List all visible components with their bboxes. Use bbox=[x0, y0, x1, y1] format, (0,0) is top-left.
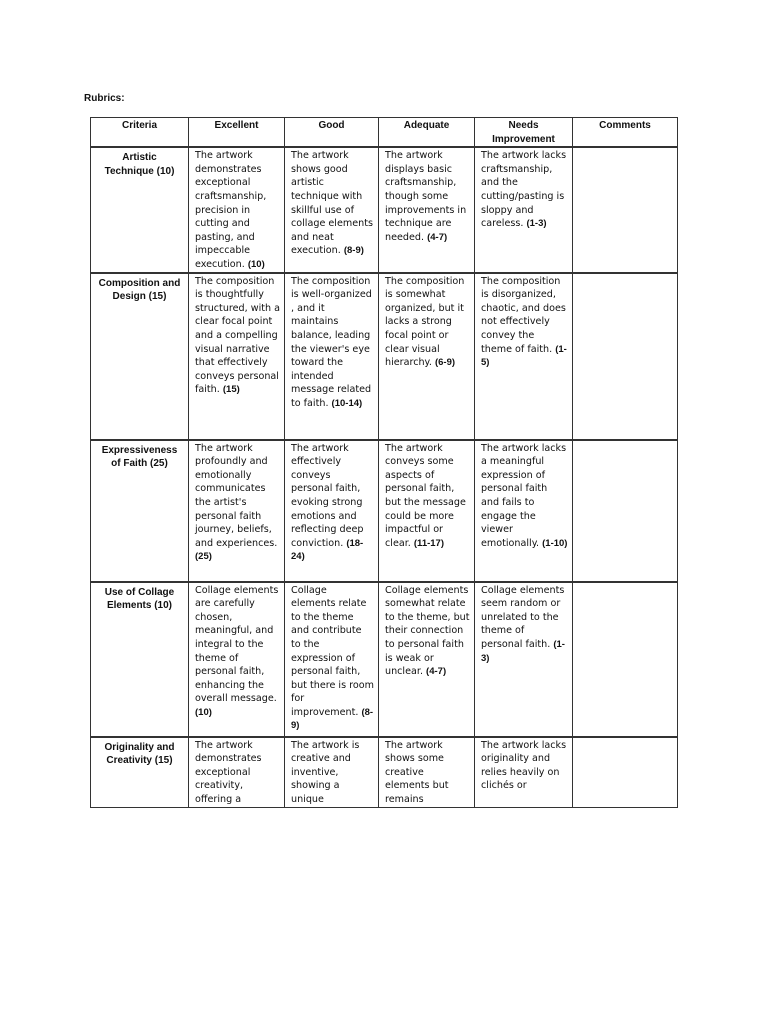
excellent-cell bbox=[189, 147, 285, 272]
header-comments: Comments bbox=[573, 118, 678, 148]
description-text: The artwork is creative and inventive, showing a unique bbox=[291, 739, 360, 805]
score-range: (1-10) bbox=[542, 537, 568, 549]
comments-cell[interactable] bbox=[573, 440, 678, 582]
description-text: Collage elements somewhat relate to the theme, but their connection to personal faith is weak or unclear. bbox=[385, 584, 470, 678]
adequate-cell bbox=[379, 147, 475, 272]
good-cell bbox=[285, 273, 379, 440]
comments-cell[interactable] bbox=[573, 737, 678, 807]
header-good: Good bbox=[285, 118, 379, 148]
score-range: (1-5) bbox=[481, 343, 567, 369]
needs-improvement-cell bbox=[475, 147, 573, 272]
adequate-cell bbox=[379, 273, 475, 440]
criteria-cell: Artistic Technique (10) bbox=[91, 147, 189, 272]
score-range: (8-9) bbox=[291, 706, 374, 732]
score-range: (11-17) bbox=[413, 537, 444, 549]
rubric-table bbox=[90, 117, 678, 808]
description-text: Collage elements seem random or unrelated to the theme of personal faith. bbox=[481, 584, 565, 650]
description-text: The artwork lacks originality and relies heavily on clichés or bbox=[481, 739, 567, 792]
excellent-cell bbox=[189, 737, 285, 807]
header-needs-improvement: Needs Improvement bbox=[475, 118, 573, 148]
needs-improvement-cell bbox=[475, 582, 573, 737]
description-text: The artwork lacks a meaningful expression of personal faith and fails to engage the viewer emotionally. bbox=[481, 442, 567, 549]
description-text: The composition is thoughtfully structured, with a clear focal point and a compelling visual narrative that effectively conveys personal faith. bbox=[195, 275, 281, 396]
description-text: The artwork shows some creative elements but remains bbox=[385, 739, 449, 805]
description-text: The composition is well-organized , and it maintains balance, leading the viewer's eye toward the intended message related to faith. bbox=[291, 275, 372, 409]
description-text: The artwork profoundly and emotionally communicates the artist's personal faith journey, beliefs, and experiences. bbox=[195, 442, 278, 549]
description-text: Collage elements relate to the theme and contribute to the expression of personal faith, but there is room for improvement. bbox=[291, 584, 374, 718]
description-text: The artwork conveys some aspects of personal faith, but the message could be more impactful or clear. bbox=[385, 442, 466, 549]
page-heading: Rubrics: bbox=[84, 93, 125, 104]
adequate-cell bbox=[379, 440, 475, 582]
score-range: (1-3) bbox=[481, 638, 565, 664]
good-cell bbox=[285, 147, 379, 272]
score-range: (4-7) bbox=[427, 231, 448, 243]
header-adequate: Adequate bbox=[379, 118, 475, 148]
good-cell bbox=[285, 582, 379, 737]
excellent-cell bbox=[189, 440, 285, 582]
adequate-cell bbox=[379, 582, 475, 737]
header-row bbox=[91, 118, 678, 148]
needs-improvement-cell bbox=[475, 273, 573, 440]
criteria-cell: Originality and Creativity (15) bbox=[91, 737, 189, 807]
table-row bbox=[91, 737, 678, 807]
description-text: The artwork displays basic craftsmanship, though some improvements in technique are needed. bbox=[385, 150, 467, 243]
comments-cell[interactable] bbox=[573, 582, 678, 737]
excellent-cell bbox=[189, 582, 285, 737]
description-text: Collage elements are carefully chosen, meaningful, and integral to the theme of personal faith, enhancing the overall message. bbox=[195, 584, 279, 705]
table-row bbox=[91, 582, 678, 737]
criteria-cell: Use of Collage Elements (10) bbox=[91, 582, 189, 737]
header-criteria: Criteria bbox=[91, 118, 189, 148]
description-text: The artwork lacks craftsmanship, and the cutting/pasting is sloppy and careless. bbox=[481, 150, 567, 230]
score-range: (6-9) bbox=[434, 357, 456, 369]
excellent-cell bbox=[189, 273, 285, 440]
description-text: The composition is somewhat organized, but it lacks a strong focal point or clear visual hierarchy. bbox=[385, 275, 465, 369]
table-row bbox=[91, 273, 678, 440]
description-text: The composition is disorganized, chaotic, and does not effectively convey the theme of faith. bbox=[481, 275, 566, 355]
table-row bbox=[91, 147, 678, 272]
needs-improvement-cell bbox=[475, 440, 573, 582]
good-cell bbox=[285, 440, 379, 582]
score-range: (10) bbox=[195, 706, 212, 718]
description-text: The artwork shows good artistic technique with skillful use of collage elements and neat execution. bbox=[291, 150, 373, 257]
header-excellent: Excellent bbox=[189, 118, 285, 148]
comments-cell[interactable] bbox=[573, 147, 678, 272]
description-text: The artwork effectively conveys personal faith, evoking strong emotions and reflecting deep conviction. bbox=[291, 442, 364, 549]
score-range: (10) bbox=[247, 258, 265, 270]
score-range: (10-14) bbox=[331, 397, 363, 409]
score-range: (1-3) bbox=[526, 218, 547, 230]
comments-cell[interactable] bbox=[573, 273, 678, 440]
score-range: (25) bbox=[195, 551, 212, 563]
good-cell bbox=[285, 737, 379, 807]
table-row bbox=[91, 440, 678, 582]
score-range: (4-7) bbox=[426, 666, 447, 678]
criteria-cell: Composition and Design (15) bbox=[91, 273, 189, 440]
score-range: (8-9) bbox=[343, 245, 364, 257]
score-range: (18-24) bbox=[291, 537, 364, 563]
criteria-cell: Expressiveness of Faith (25) bbox=[91, 440, 189, 582]
adequate-cell bbox=[379, 737, 475, 807]
score-range: (15) bbox=[222, 384, 240, 396]
needs-improvement-cell bbox=[475, 737, 573, 807]
description-text: The artwork demonstrates exceptional creativity, offering a bbox=[195, 739, 262, 805]
description-text: The artwork demonstrates exceptional craftsmanship, precision in cutting and pasting, and impeccable execution. bbox=[195, 150, 267, 270]
